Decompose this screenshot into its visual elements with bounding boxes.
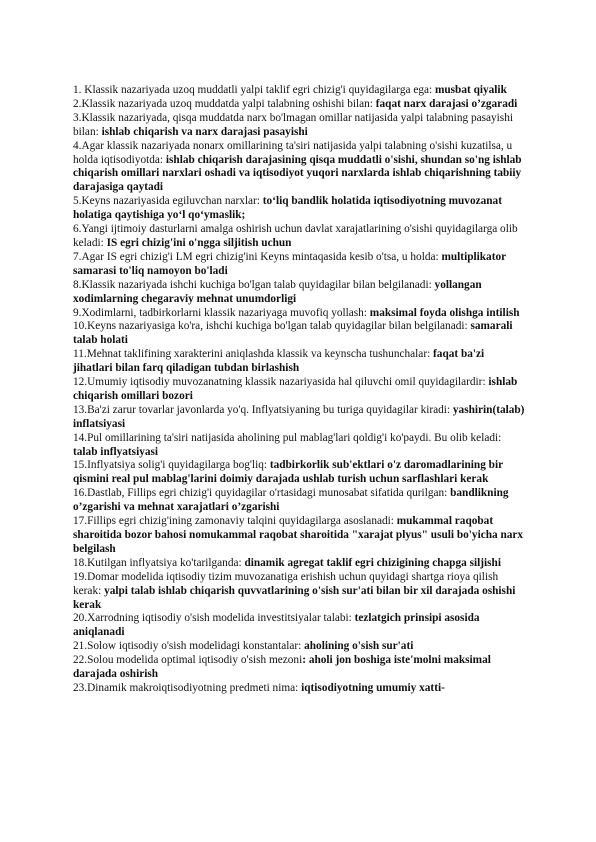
question-2: [73, 98, 525, 112]
question-14: [73, 432, 525, 460]
question-text: 6.Yangi ijtimoiy dasturlarni amalga oshirish uchun davlat xarajatlarining o'sishi quyidagilarga olib keladi:: [73, 223, 518, 249]
question-text: 22.Solou modelida optimal iqtisodiy o'sish mezoni: [73, 654, 303, 667]
question-23: [73, 682, 525, 696]
question-8: [73, 279, 525, 307]
answer-text: ishlab chiqarish va narx darajasi pasayishi: [101, 125, 308, 138]
answer-text: dinamik agregat taklif egri chizigining chapga siljishi: [244, 556, 501, 569]
question-19: [73, 571, 525, 613]
answer-text: to‘liq bandlik holatida iqtisodiyotning muvozanat holatiga qaytishiga yo‘l qo‘ymaslik;: [73, 195, 502, 222]
question-text: 20.Xarrodning iqtisodiy o'sish modelida investitsiyalar talabi:: [73, 612, 355, 625]
question-text: 23.Dinamik makroiqtisodiyotning predmeti nima:: [73, 681, 302, 694]
question-text: 7.Agar IS egri chizig'i LM egri chizig'ini Keyns mintaqasida kesib o'tsa, u holda:: [73, 250, 442, 263]
question-18: [73, 557, 525, 571]
answer-text: multiplikator samarasi to'liq namoyon bo'ladi: [73, 250, 506, 277]
question-10: [73, 320, 525, 348]
answer-text: yashirin(talab) inflatsiyasi: [73, 403, 525, 430]
document-page: [73, 84, 525, 696]
answer-text: yollangan xodimlarning chegaraviy mehnat unumdorligi: [73, 278, 482, 305]
question-text: 1. Klassik nazariyada uzoq muddatli yalpi taklif egri chizig'i quyidagilarga ega:: [73, 84, 435, 96]
answer-text: talab inflyatsiyasi: [73, 445, 159, 458]
question-text: 12.Umumiy iqtisodiy muvozanatning klassik nazariyasida hal qiluvchi omil quyidagilardir:: [73, 376, 489, 389]
question-text: 8.Klassik nazariyada ishchi kuchiga bo'lgan talab quyidagilar bilan belgilanadi:: [73, 278, 435, 291]
question-text: 14.Pul omillarining ta'siri natijasida aholining pul mablag'lari qoldig'i ko'paydi. Bu olib keladi:: [73, 431, 502, 444]
answer-text: ishlab chiqarish omillari bozori: [73, 376, 518, 402]
question-text: 17.Fillips egri chizig'ining zamonaviy talqini quyidagilarga asoslanadi:: [73, 515, 397, 528]
question-20: [73, 612, 525, 640]
answer-text: maksimal foyda olishga intilish: [369, 306, 520, 319]
question-4: [73, 140, 525, 196]
question-text: 11.Mehnat taklifining xarakterini aniqlashda klassik va keynscha tushunchalar:: [73, 348, 434, 361]
question-text: 13.Ba'zi zarur tovarlar javonlarda yo'q. Inflyatsiyaning bu turiga quyidagilar kiradi:: [73, 403, 453, 416]
question-text: 19.Domar modelida iqtisodiy tizim muvozanatiga erishish uchun quyidagi shartga rioya qilish kerak:: [73, 570, 499, 597]
answer-text: faqat ba'zi jihatlari bilan farq qiladigan tubdan birlashish: [73, 348, 485, 375]
question-text: 2.Klassik nazariyada uzoq muddatda yalpi talabning oshishi bilan:: [73, 97, 376, 110]
question-text: 16.Dastlab, Fillips egri chizig'i quyidagilar o'rtasidagi munosabat sifatida qurilgan:: [73, 487, 451, 500]
question-13: [73, 404, 525, 432]
answer-text: samarali talab holati: [73, 320, 513, 347]
answer-text: mukammal raqobat sharoitida bozor bahosi nomukammal raqobat sharoitida "xarajat plyus" usuli bo'yicha narx belgilash: [73, 515, 524, 555]
question-16: [73, 487, 525, 515]
answer-text: musbat qiyalik: [434, 84, 507, 96]
question-text: 15.Inflyatsiya solig'i quyidagilarga bog'liq:: [73, 459, 270, 472]
question-22: [73, 654, 525, 682]
answer-text: yalpi talab ishlab chiqarish quvvatlarining o'sish sur'ati bilan bir xil darajada oshishi kerak: [73, 584, 516, 611]
question-text: 5.Keyns nazariyasida egiluvchan narxlar:: [73, 195, 263, 208]
question-21: [73, 640, 525, 654]
question-6: [73, 223, 525, 251]
question-1: [73, 84, 525, 98]
question-15: [73, 459, 525, 487]
question-5: [73, 195, 525, 223]
question-9: [73, 307, 525, 321]
question-text: 9.Xodimlarni, tadbirkorlarni klassik nazariyaga muvofiq yollash:: [73, 306, 370, 319]
answer-text: ishlab chiqarish darajasining qisqa muddatli o'sishi, shundan so'ng ishlab chiqarish omillari narxlari oshadi va iqtisodiyot yuqori narxlarda ishlab chiqarishning tabiiy darajasiga qaytadi: [73, 153, 522, 194]
question-text: 10.Keyns nazariyasiga ko'ra, ishchi kuchiga bo'lgan talab quyidagilar bilan belgilanadi:: [73, 320, 471, 333]
answer-text: : aholi jon boshiga iste'molni maksimal darajada oshirish: [73, 654, 491, 681]
question-3: [73, 112, 525, 140]
answer-text: aholining o'sish sur'ati: [304, 640, 414, 653]
question-17: [73, 515, 525, 557]
answer-text: tezlatgich prinsipi asosida aniqlanadi: [73, 612, 480, 639]
answer-text: bandlikning o’zgarishi va mehnat xarajatlari o’zgarishi: [73, 487, 509, 514]
answer-text: faqat narx darajasi o’zgaradi: [375, 97, 518, 110]
answer-text: iqtisodiyotning umumiy xatti-: [301, 681, 445, 694]
question-text: 18.Kutilgan inflyatsiya ko'tarilganda:: [73, 556, 245, 569]
question-text: 21.Solow iqtisodiy o'sish modelidagi konstantalar:: [73, 640, 305, 653]
question-11: [73, 348, 525, 376]
question-12: [73, 376, 525, 404]
answer-text: IS egri chizig'ini o'ngga siljitish uchun: [106, 236, 292, 249]
question-text: 3.Klassik nazariyada, qisqa muddatda narx bo'lmagan omillar natijasida yalpi talabning pasayishi bilan:: [73, 111, 513, 138]
answer-text: tadbirkorlik sub'ektlari o'z daromadlarining bir qismini real pul mablag'larini doimiy darajada ushlab turish uchun sarflashlari kerak: [73, 459, 503, 486]
question-7: [73, 251, 525, 279]
question-text: 4.Agar klassik nazariyada nonarx omillarining ta'siri natijasida yalpi talabning o'sishi kuzatilsa, u holda iqtisodiyotda:: [73, 139, 513, 166]
